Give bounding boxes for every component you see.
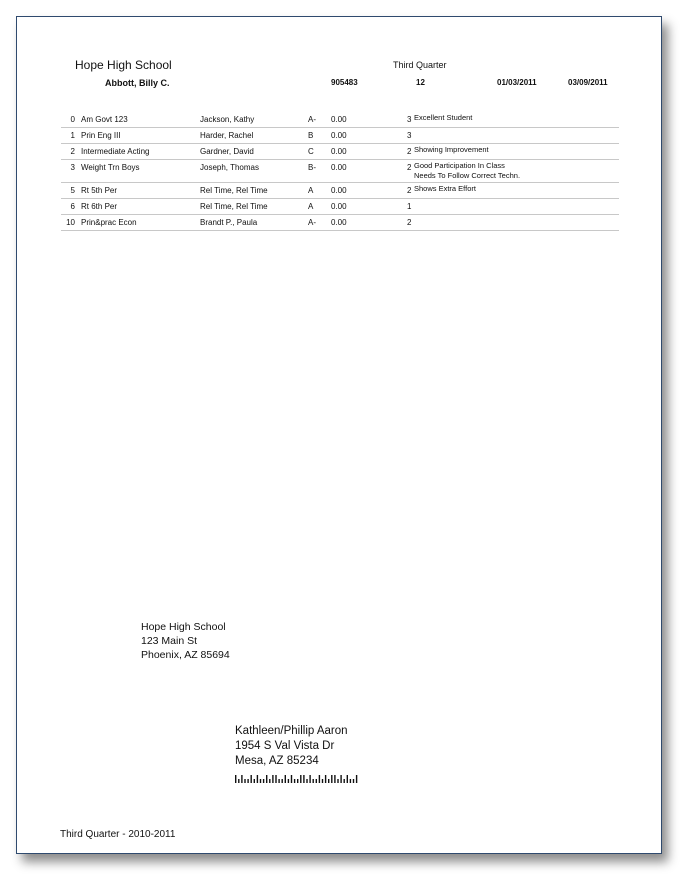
barcode-bar <box>247 779 248 783</box>
return-address-line: Hope High School <box>141 621 226 633</box>
mark-cell: A- <box>308 218 316 227</box>
teacher-cell: Rel Time, Rel Time <box>200 186 268 195</box>
postal-barcode-icon <box>235 775 360 783</box>
period-cell: 0 <box>70 115 75 124</box>
course-cell: Prin Eng III <box>81 131 121 140</box>
barcode-bar <box>263 779 264 783</box>
barcode-bar <box>337 779 338 783</box>
barcode-bar <box>356 775 357 783</box>
teacher-cell: Joseph, Thomas <box>200 163 259 172</box>
comment-line: Good Participation In Class <box>414 161 505 170</box>
period-cell: 2 <box>70 147 75 156</box>
course-cell: Rt 5th Per <box>81 186 118 195</box>
teacher-cell: Rel Time, Rel Time <box>200 202 268 211</box>
barcode-bar <box>319 775 320 783</box>
comment-line: Needs To Follow Correct Techn. <box>414 171 521 180</box>
comment-cell <box>414 113 472 123</box>
barcode-bar <box>294 779 295 783</box>
grade-level: 12 <box>416 78 425 87</box>
barcode-bar <box>272 775 273 783</box>
grade-row <box>61 128 619 144</box>
barcode-bar <box>340 775 341 783</box>
term-title: Third Quarter <box>393 60 447 70</box>
barcode-bar <box>353 779 354 783</box>
mailing-address <box>235 724 348 769</box>
credit-cell: 3 <box>407 131 412 140</box>
barcode-bar <box>244 779 245 783</box>
barcode-bar <box>300 775 301 783</box>
barcode-bar <box>291 775 292 783</box>
grade-row <box>61 160 619 183</box>
credit-cell: 3 <box>407 115 412 124</box>
course-cell: Prin&prac Econ <box>81 218 137 227</box>
mailing-address-line: 1954 S Val Vista Dr <box>235 740 335 752</box>
teacher-cell: Harder, Rachel <box>200 131 254 140</box>
return-address-line: 123 Main St <box>141 635 198 647</box>
points-cell: 0.00 <box>331 163 347 172</box>
barcode-bar <box>334 775 335 783</box>
barcode-bar <box>309 775 310 783</box>
barcode-bar <box>260 779 261 783</box>
comment-line: Showing Improvement <box>414 145 489 154</box>
mark-cell: A- <box>308 115 316 124</box>
barcode-bar <box>306 779 307 783</box>
report-card-page <box>16 16 662 854</box>
period-cell: 10 <box>66 218 75 227</box>
teacher-cell: Jackson, Kathy <box>200 115 255 124</box>
barcode-bar <box>278 779 279 783</box>
credit-cell: 2 <box>407 163 412 172</box>
credit-cell: 2 <box>407 186 412 195</box>
grade-row <box>61 112 619 128</box>
barcode-bar <box>303 775 304 783</box>
mark-cell: C <box>308 147 314 156</box>
grade-row <box>61 199 619 215</box>
points-cell: 0.00 <box>331 131 347 140</box>
points-cell: 0.00 <box>331 202 347 211</box>
barcode-bar <box>313 779 314 783</box>
barcode-bar <box>282 779 283 783</box>
mark-cell: A <box>308 202 314 211</box>
barcode-bar <box>257 775 258 783</box>
mark-cell: A <box>308 186 314 195</box>
credit-cell: 2 <box>407 218 412 227</box>
barcode-bar <box>266 775 267 783</box>
mailing-address-line: Kathleen/Phillip Aaron <box>235 725 348 737</box>
barcode-bar <box>350 779 351 783</box>
student-id: 905483 <box>331 78 358 87</box>
barcode-bar <box>254 779 255 783</box>
comment-cell <box>414 145 489 155</box>
barcode-bar <box>297 779 298 783</box>
points-cell: 0.00 <box>331 186 347 195</box>
teacher-cell: Gardner, David <box>200 147 254 156</box>
barcode-bar <box>288 779 289 783</box>
barcode-bar <box>235 775 236 783</box>
course-cell: Rt 6th Per <box>81 202 118 211</box>
barcode-bar <box>331 775 332 783</box>
barcode-bar <box>241 775 242 783</box>
mark-cell: B <box>308 131 314 140</box>
barcode-bar <box>347 775 348 783</box>
comment-line: Excellent Student <box>414 113 473 122</box>
teacher-cell: Brandt P., Paula <box>200 218 258 227</box>
barcode-bar <box>285 775 286 783</box>
comment-cell <box>414 184 476 194</box>
barcode-bar <box>238 779 239 783</box>
barcode-bar <box>322 779 323 783</box>
barcode-bar <box>316 779 317 783</box>
period-cell: 6 <box>70 202 75 211</box>
period-cell: 1 <box>70 131 75 140</box>
school-name: Hope High School <box>75 58 172 72</box>
return-address <box>141 620 230 662</box>
student-name: Abbott, Billy C. <box>105 78 170 88</box>
barcode-bar <box>328 779 329 783</box>
course-cell: Intermediate Acting <box>81 147 150 156</box>
barcode-bar <box>325 775 326 783</box>
mark-cell: B- <box>308 163 316 172</box>
points-cell: 0.00 <box>331 147 347 156</box>
term-end-date: 03/09/2011 <box>568 78 608 87</box>
course-cell: Am Govt 123 <box>81 115 128 124</box>
footer-term: Third Quarter - 2010-2011 <box>60 829 176 840</box>
barcode-bar <box>344 779 345 783</box>
barcode-bar <box>275 775 276 783</box>
credit-cell: 2 <box>407 147 412 156</box>
comment-line: Shows Extra Effort <box>414 184 476 193</box>
points-cell: 0.00 <box>331 115 347 124</box>
credit-cell: 1 <box>407 202 412 211</box>
grade-row <box>61 215 619 231</box>
grade-row <box>61 183 619 199</box>
course-cell: Weight Trn Boys <box>81 163 140 172</box>
period-cell: 5 <box>70 186 75 195</box>
grades-table <box>61 112 619 231</box>
barcode-bar <box>251 775 252 783</box>
mailing-address-line: Mesa, AZ 85234 <box>235 755 319 767</box>
term-start-date: 01/03/2011 <box>497 78 537 87</box>
return-address-line: Phoenix, AZ 85694 <box>141 649 230 661</box>
barcode-bar <box>269 779 270 783</box>
period-cell: 3 <box>70 163 75 172</box>
points-cell: 0.00 <box>331 218 347 227</box>
comment-cell <box>414 161 520 181</box>
grade-row <box>61 144 619 160</box>
